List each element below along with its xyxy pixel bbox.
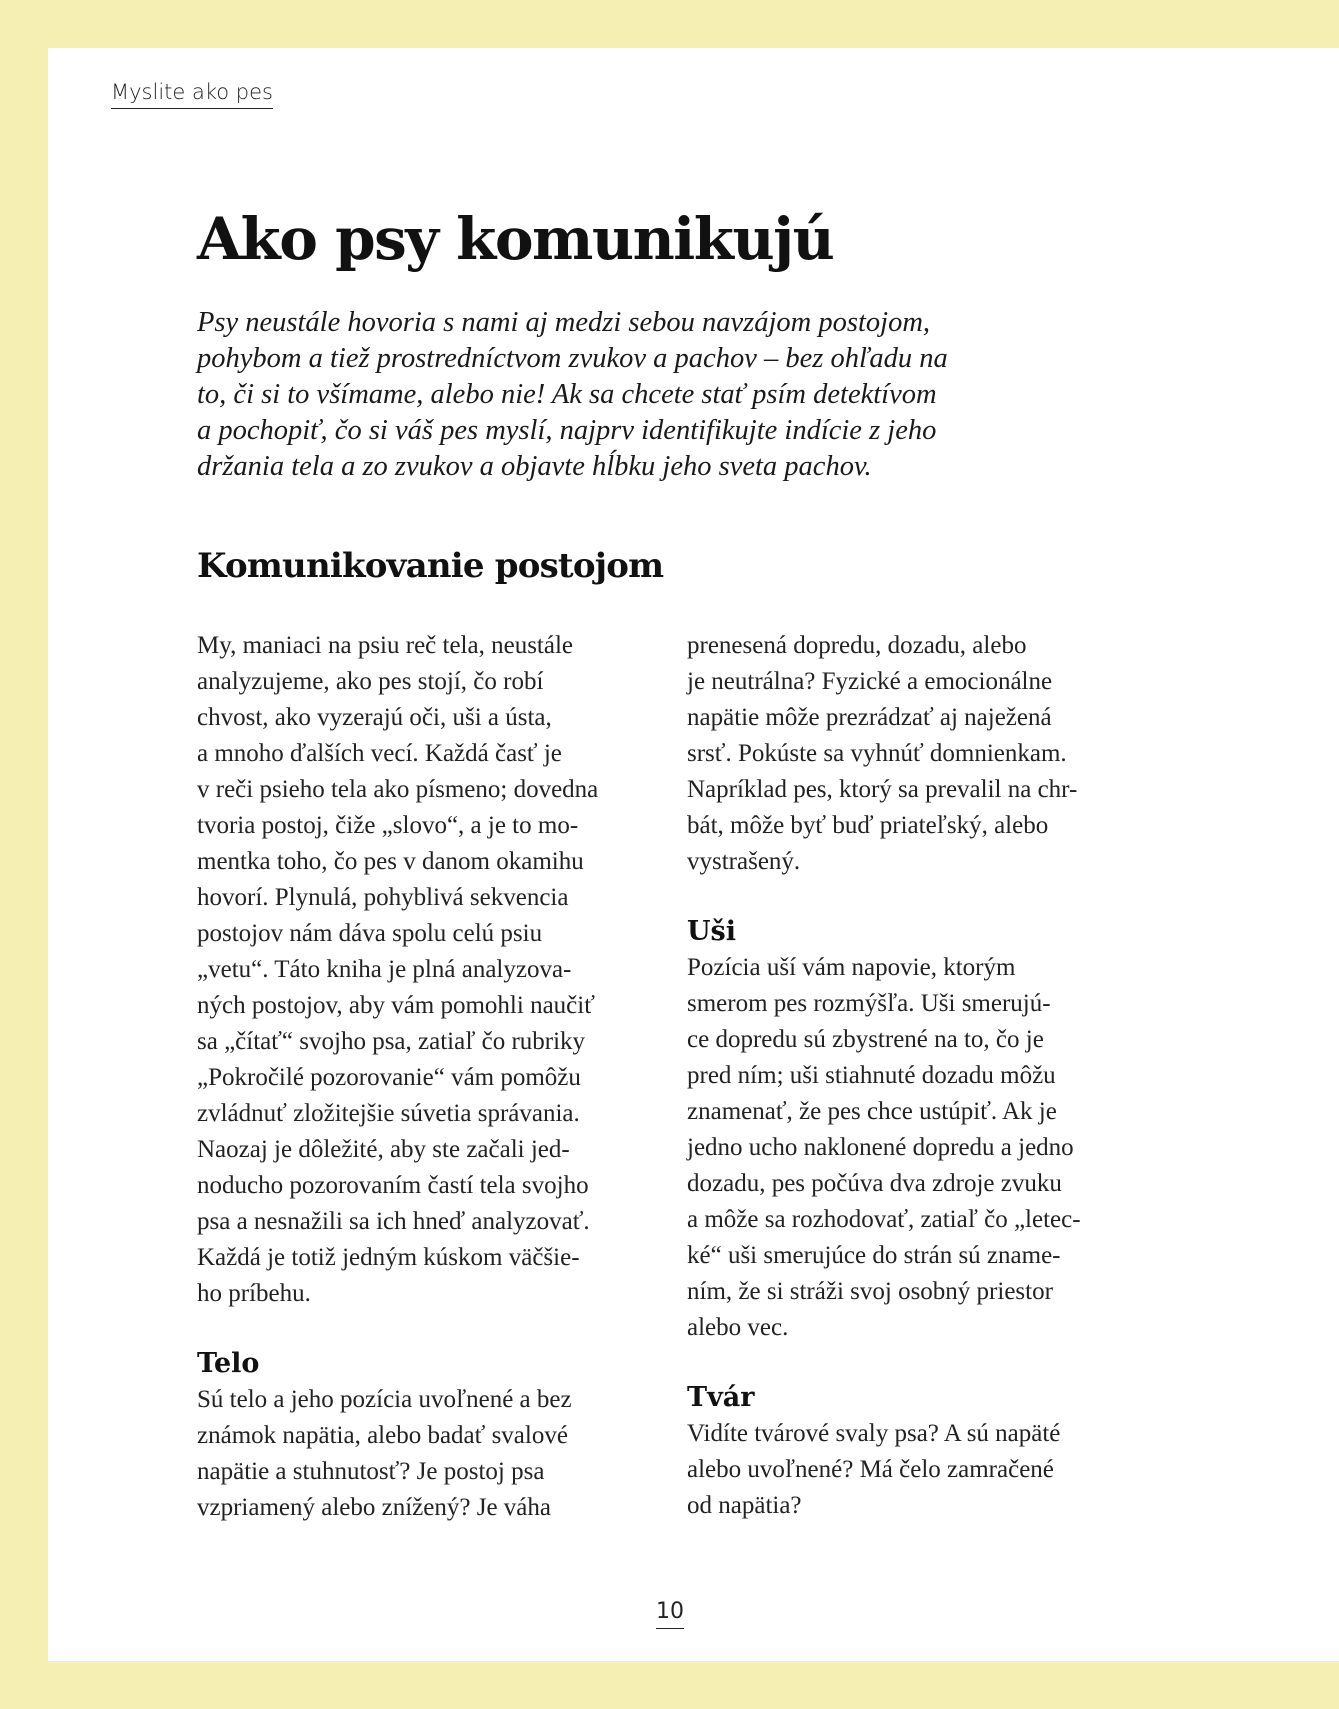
text-line: známok napätia, alebo badať svalové [197,1422,568,1449]
text-line: psa a nesnažili sa ich hneď analyzovať. [197,1208,590,1235]
text-line: alebo vec. [687,1314,789,1341]
text-line: pred ním; uši stiahnuté dozadu môžu [687,1062,1056,1089]
text-line: „vetu“. Táto kniha je plná analyzova- [197,956,572,983]
paragraph-gap [687,1346,1167,1380]
text-line: a môže sa rozhodovať, zatiaľ čo „letec- [687,1206,1081,1233]
subheading-tvar: Tvár [687,1382,755,1413]
intro-paragraph [197,305,1097,485]
text-line: srsť. Pokúste sa vyhnúť domnienkam. [687,740,1067,767]
text-line: „Pokročilé pozorovanie“ vám pomôžu [197,1064,581,1091]
text-line: ho príbehu. [197,1280,311,1307]
intro-line: to, či si to všímame, alebo nie! Ak sa chcete stať psím detektívom [197,379,937,410]
text-line: vzpriamený alebo znížený? Je váha [197,1494,551,1521]
left-column [197,628,677,1526]
subheading-usi: Uši [687,916,737,947]
text-line: chvost, ako vyzerajú oči, uši a ústa, [197,704,552,731]
text-line: Vidíte tvárové svaly psa? A sú napäté [687,1420,1061,1447]
text-line: postojov nám dáva spolu celú psiu [197,920,543,947]
page-title: Ako psy komunikujú [197,205,834,273]
text-line: sa „čítať“ svojho psa, zatiaľ čo rubriky [197,1028,586,1055]
text-line: My, maniaci na psiu reč tela, neustále [197,632,574,659]
right-column [687,628,1167,1524]
body-paragraph [197,628,677,1312]
text-line: noducho pozorovaním častí tela svojho [197,1172,589,1199]
text-line: Naozaj je dôležité, aby ste začali jed- [197,1136,570,1163]
paragraph-gap [687,880,1167,914]
body-paragraph [687,1416,1167,1524]
page-number: 10 [656,1600,684,1629]
text-line: napätie a stuhnutosť? Je postoj psa [197,1458,545,1485]
text-line: mentka toho, čo pes v danom okamihu [197,848,584,875]
text-line: bát, môže byť buď priateľský, alebo [687,812,1049,839]
section-title: Komunikovanie postojom [197,546,664,586]
intro-line: a pochopiť, čo si váš pes myslí, najprv identifikujte indície z jeho [197,415,937,446]
intro-line: pohybom a tiež prostredníctvom zvukov a pachov – bez ohľadu na [197,343,948,374]
running-head: Myslite ako pes [111,80,273,109]
text-line: hovorí. Plynulá, pohyblivá sekvencia [197,884,569,911]
body-paragraph [687,950,1167,1346]
text-line: ním, že si stráži svoj osobný priestor [687,1278,1053,1305]
text-line: a mnoho ďalších vecí. Každá časť je [197,740,562,767]
text-line: smerom pes rozmýšľa. Uši smerujú- [687,990,1051,1017]
body-paragraph [687,628,1167,880]
text-line: tvoria postoj, čiže „slovo“, a je to mo- [197,812,579,839]
text-line: analyzujeme, ako pes stojí, čo robí [197,668,544,695]
text-line: jedno ucho naklonené dopredu a jedno [687,1134,1074,1161]
text-line: ných postojov, aby vám pomohli naučiť [197,992,595,1019]
text-line: je neutrálna? Fyzické a emocionálne [687,668,1053,695]
text-line: znamenať, že pes chce ustúpiť. Ak je [687,1098,1057,1125]
paragraph-gap [197,1312,677,1346]
body-paragraph [197,1382,677,1526]
subheading-telo: Telo [197,1348,260,1379]
text-line: Napríklad pes, ktorý sa prevalil na chr- [687,776,1078,803]
text-line: vystrašený. [687,848,801,875]
text-line: ce dopredu sú zbystrené na to, čo je [687,1026,1044,1053]
text-line: dozadu, pes počúva dva zdroje zvuku [687,1170,1062,1197]
intro-line: držania tela a zo zvukov a objavte hĺbku jeho sveta pachov. [197,451,872,482]
text-line: Každá je totiž jedným kúskom väčšie- [197,1244,580,1271]
text-line: v reči psieho tela ako písmeno; dovedna [197,776,599,803]
text-line: zvládnuť zložitejšie súvetia správania. [197,1100,580,1127]
text-line: Pozícia uší vám napovie, ktorým [687,954,1016,981]
text-line: napätie môže prezrádzať aj naježená [687,704,1052,731]
text-line: od napätia? [687,1492,802,1519]
text-line: ké“ uši smerujúce do strán sú zname- [687,1242,1061,1269]
text-line: alebo uvoľnené? Má čelo zamračené [687,1456,1054,1483]
intro-line: Psy neustále hovoria s nami aj medzi sebou navzájom postojom, [197,307,931,338]
text-line: prenesená dopredu, dozadu, alebo [687,632,1027,659]
text-line: Sú telo a jeho pozícia uvoľnené a bez [197,1386,572,1413]
